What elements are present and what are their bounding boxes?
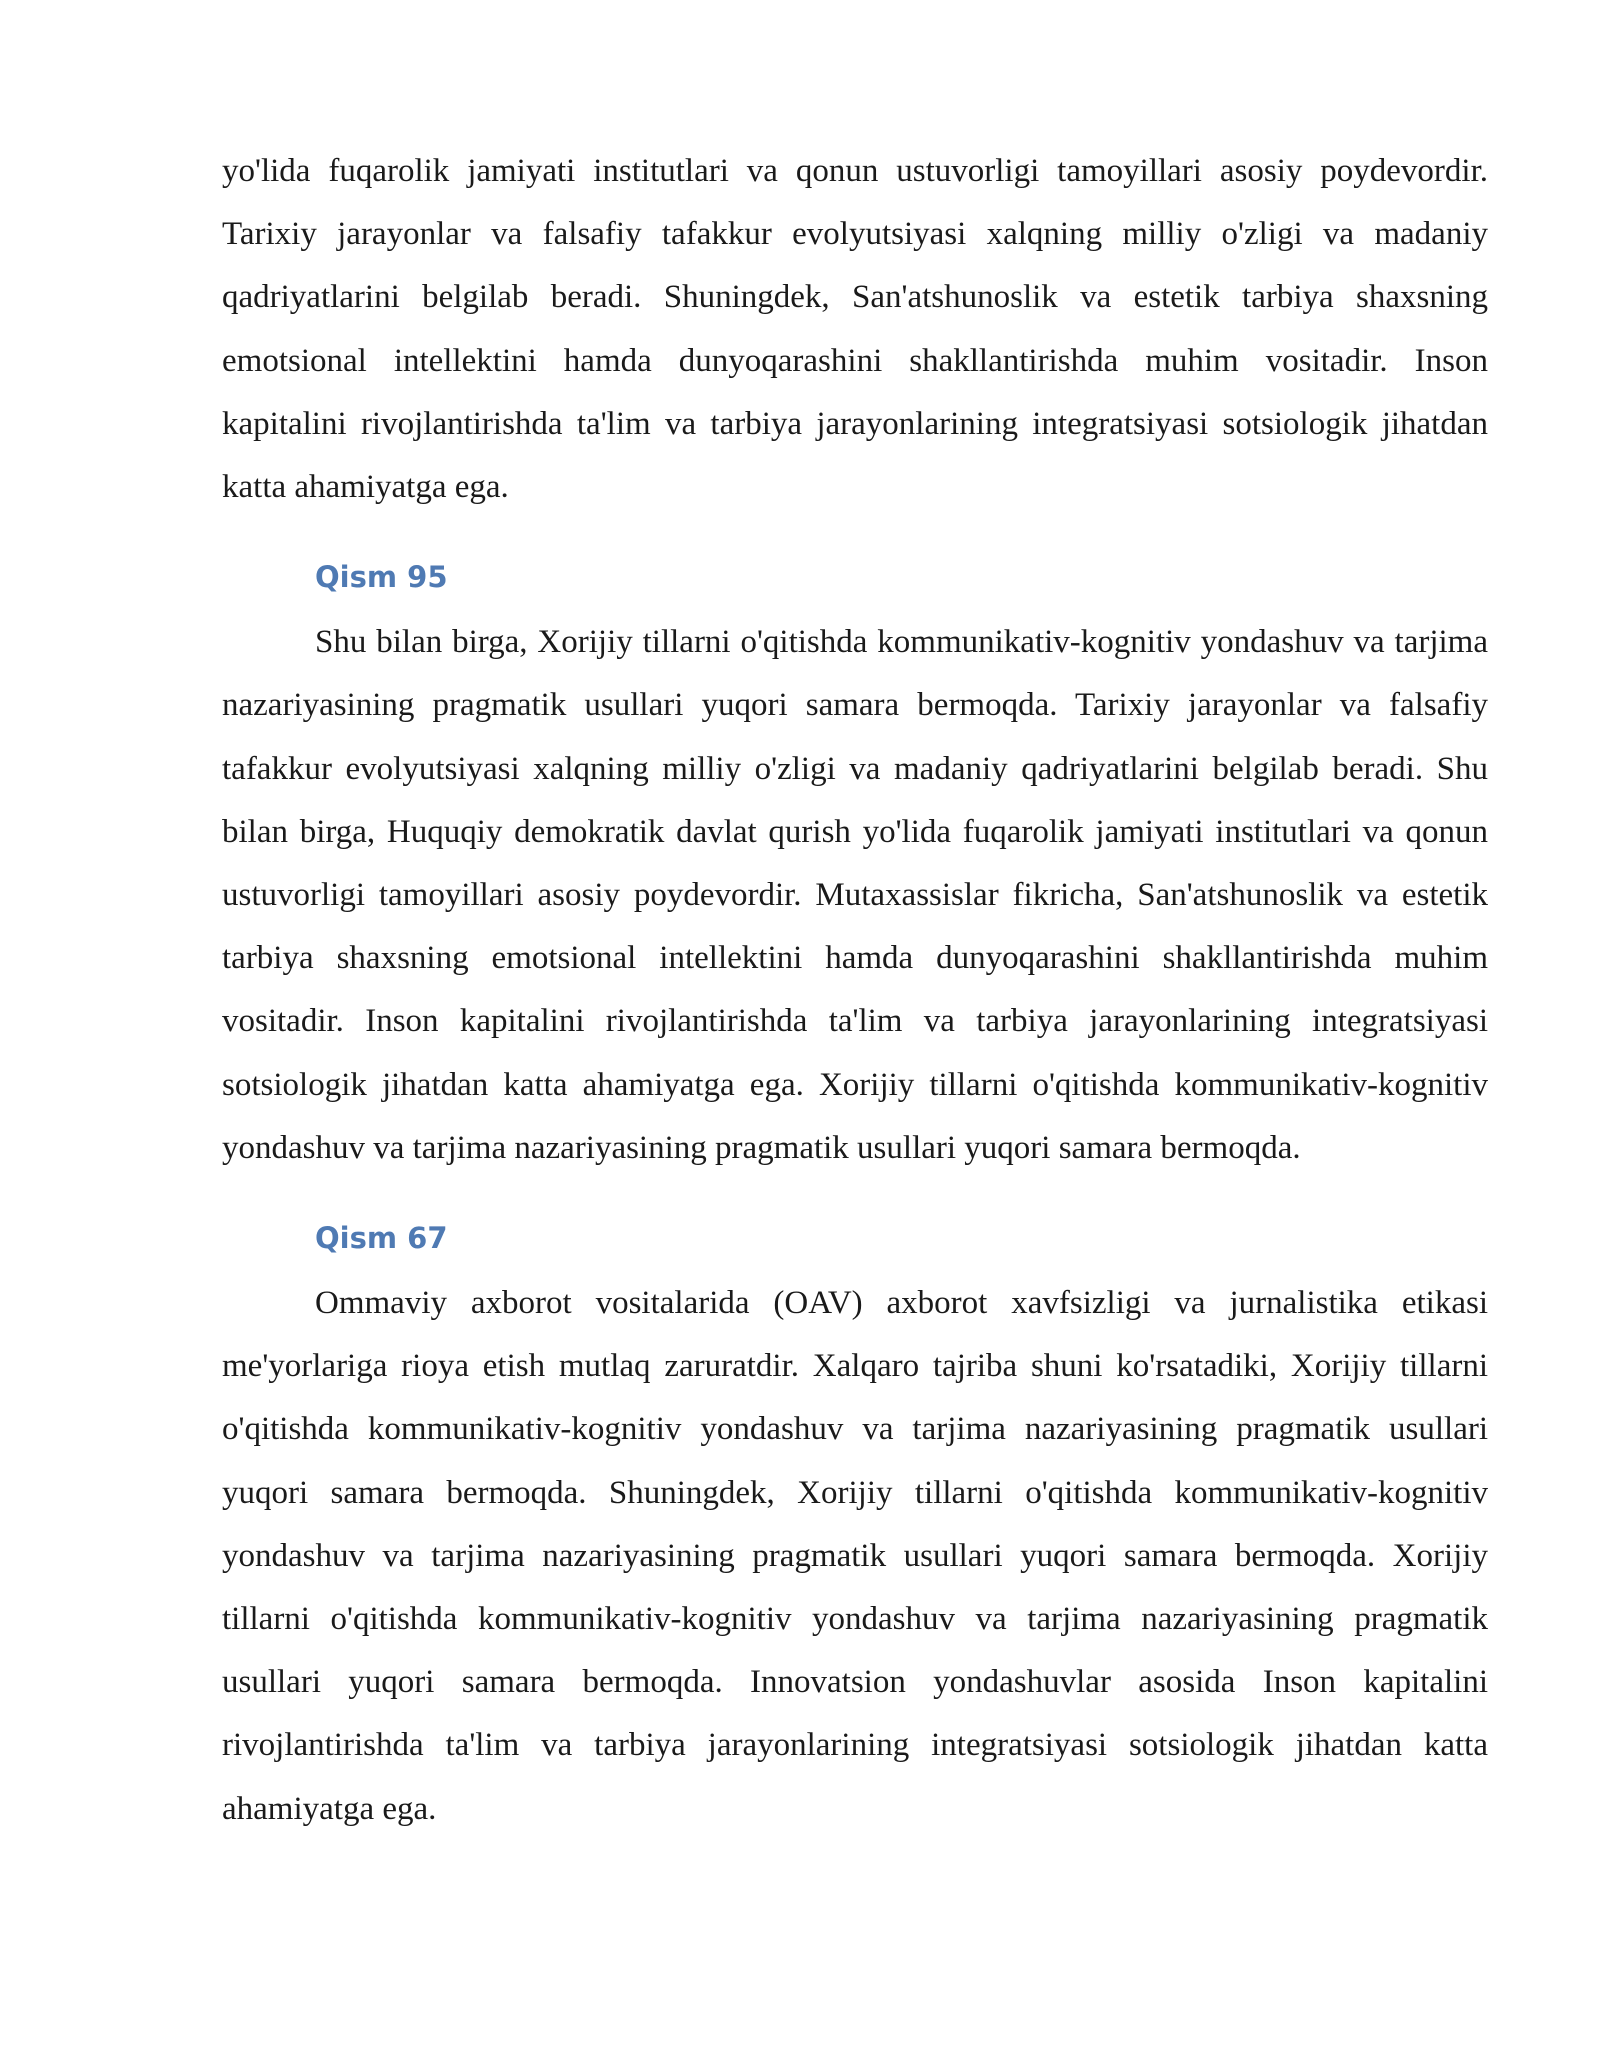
section-paragraph-qism-67: Ommaviy axborot vositalarida (OAV) axborot xavfsizligi va jurnalistika etikasi me'yorlariga rioya etish mutlaq zaruratdir. Xalqaro tajriba shuni ko'rsatadiki, Xorijiy tillarni o'qitishda kommunikativ-kognitiv yondashuv va tarjima nazariyasining pragmatik usullari yuqori samara bermoqda. Shuningdek, Xorijiy tillarni o'qitishda kommunikativ-kognitiv yondashuv va tarjima nazariyasining pragmatik usullari yuqori samara bermoqda. Xorijiy tillarni o'qitishda kommunikativ-kognitiv yondashuv va tarjima nazariyasining pragmatik usullari yuqori samara bermoqda. Innovatsion yondashuvlar asosida Inson kapitalini rivojlantirishda ta'lim va tarbiya jarayonlarining integratsiyasi sotsiologik jihatdan katta ahamiyatga ega. (222, 1285, 1488, 1827)
continued-paragraph: yo'lida fuqarolik jamiyati institutlari va qonun ustuvorligi tamoyillari asosiy poydevordir. Tarixiy jarayonlar va falsafiy tafakkur evolyutsiyasi xalqning milliy o'zligi va madaniy qadriyatlarini belgilab beradi. Shuningdek, San'atshunoslik va estetik tarbiya shaxsning emotsional intellektini hamda dunyoqarashini shakllantirishda muhim vositadir. Inson kapitalini rivojlantirishda ta'lim va tarbiya jarayonlarining integratsiyasi sotsiologik jihatdan katta ahamiyatga ega. (222, 153, 1488, 506)
section-heading-qism-67: Qism 67 (315, 1221, 448, 1256)
section-paragraph-qism-95: Shu bilan birga, Xorijiy tillarni o'qitishda kommunikativ-kognitiv yondashuv va tarjima nazariyasining pragmatik usullari yuqori samara bermoqda. Tarixiy jarayonlar va falsafiy tafakkur evolyutsiyasi xalqning milliy o'zligi va madaniy qadriyatlarini belgilab beradi. Shu bilan birga, Huquqiy demokratik davlat qurish yo'lida fuqarolik jamiyati institutlari va qonun ustuvorligi tamoyillari asosiy poydevordir. Mutaxassislar fikricha, San'atshunoslik va estetik tarbiya shaxsning emotsional intellektini hamda dunyoqarashini shakllantirishda muhim vositadir. Inson kapitalini rivojlantirishda ta'lim va tarbiya jarayonlarining integratsiyasi sotsiologik jihatdan katta ahamiyatga ega. Xorijiy tillarni o'qitishda kommunikativ-kognitiv yondashuv va tarjima nazariyasining pragmatik usullari yuqori samara bermoqda. (222, 624, 1488, 1166)
page-content (222, 140, 1488, 1841)
section-heading-qism-95: Qism 95 (315, 560, 448, 595)
